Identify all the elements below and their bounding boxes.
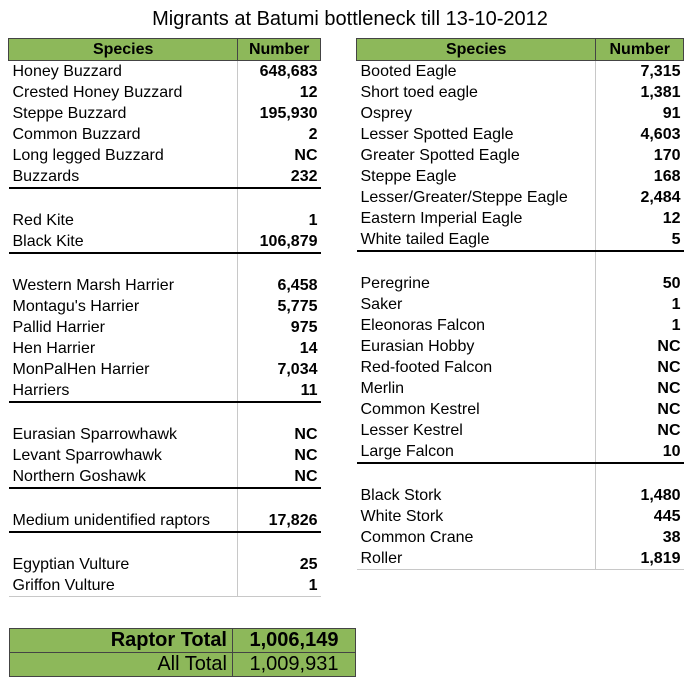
number-cell: 1 xyxy=(596,315,684,336)
species-cell: MonPalHen Harrier xyxy=(12,361,150,378)
species-cell: White tailed Eagle xyxy=(357,229,596,251)
table-row xyxy=(9,424,321,445)
number-cell: 5 xyxy=(596,229,684,251)
number-cell: 170 xyxy=(596,145,684,166)
number-cell: NC xyxy=(596,336,684,357)
number-cell: 7,034 xyxy=(238,359,321,380)
species-cell: Red-footed Falcon xyxy=(360,359,493,376)
number-cell: NC xyxy=(596,420,684,441)
table-row xyxy=(9,166,321,188)
number-header: Number xyxy=(238,39,321,61)
number-cell: 168 xyxy=(596,166,684,187)
table-row xyxy=(9,82,321,103)
number-cell: 232 xyxy=(238,166,321,188)
table-row xyxy=(357,315,684,336)
number-cell: 1 xyxy=(596,294,684,315)
species-cell: Greater Spotted Eagle xyxy=(360,147,520,164)
species-cell: Lesser/Greater/Steppe Eagle xyxy=(360,189,568,206)
number-cell: 10 xyxy=(596,441,684,463)
number-cell: 1,819 xyxy=(596,548,684,570)
number-cell xyxy=(238,253,321,275)
table-row xyxy=(357,485,684,506)
species-cell: Common Buzzard xyxy=(12,126,141,143)
number-cell: 12 xyxy=(238,82,321,103)
species-cell: Lesser Spotted Eagle xyxy=(360,126,514,143)
table-row xyxy=(9,103,321,124)
species-cell xyxy=(9,488,238,510)
table-row xyxy=(9,317,321,338)
number-cell: 648,683 xyxy=(238,61,321,83)
table-row xyxy=(357,124,684,145)
species-cell: Black Kite xyxy=(9,231,238,253)
table-row xyxy=(9,210,321,231)
all-total-row xyxy=(10,653,356,677)
species-cell: Black Stork xyxy=(360,487,442,504)
table-row xyxy=(9,231,321,253)
species-cell: Lesser Kestrel xyxy=(360,422,463,439)
table-row xyxy=(357,506,684,527)
table-row xyxy=(357,273,684,294)
table-row xyxy=(9,510,321,532)
table-row xyxy=(357,463,684,485)
species-cell xyxy=(9,532,238,554)
number-cell: NC xyxy=(596,399,684,420)
right-header-row xyxy=(357,39,684,61)
species-cell: Harriers xyxy=(9,380,238,402)
number-cell: 106,879 xyxy=(238,231,321,253)
table-row xyxy=(9,445,321,466)
table-row xyxy=(9,466,321,488)
number-header: Number xyxy=(596,39,684,61)
table-row xyxy=(9,402,321,424)
number-cell: 1,381 xyxy=(596,82,684,103)
species-cell: Eastern Imperial Eagle xyxy=(360,210,523,227)
species-cell: Steppe Buzzard xyxy=(12,105,127,122)
table-row xyxy=(357,145,684,166)
species-cell: Northern Goshawk xyxy=(9,466,238,488)
table-row xyxy=(9,296,321,317)
table-row xyxy=(357,336,684,357)
page-title: Migrants at Batumi bottleneck till 13-10-2012 xyxy=(152,8,548,30)
table-row xyxy=(9,275,321,296)
number-cell: NC xyxy=(238,145,321,166)
table-row xyxy=(357,187,684,208)
species-cell: White Stork xyxy=(360,508,444,525)
number-cell: 6,458 xyxy=(238,275,321,296)
table-row xyxy=(357,251,684,273)
number-cell: 1 xyxy=(238,575,321,597)
table-row xyxy=(9,253,321,275)
raptor-total-row xyxy=(10,629,356,653)
number-cell: 1 xyxy=(238,210,321,231)
species-cell: Steppe Eagle xyxy=(360,168,457,185)
table-row xyxy=(357,527,684,548)
species-cell: Red Kite xyxy=(12,212,74,229)
number-cell: 50 xyxy=(596,273,684,294)
table-row xyxy=(357,548,684,570)
number-cell: 25 xyxy=(238,554,321,575)
table-row xyxy=(357,103,684,124)
table-row xyxy=(9,380,321,402)
number-cell: NC xyxy=(238,466,321,488)
table-row xyxy=(9,488,321,510)
species-cell xyxy=(357,463,596,485)
species-cell: Levant Sparrowhawk xyxy=(12,447,162,464)
species-cell: Osprey xyxy=(360,105,413,122)
species-cell: Large Falcon xyxy=(357,441,596,463)
number-cell: 38 xyxy=(596,527,684,548)
species-cell xyxy=(9,188,238,210)
species-cell: Medium unidentified raptors xyxy=(9,510,238,532)
species-cell: Western Marsh Harrier xyxy=(12,277,175,294)
table-row xyxy=(9,188,321,210)
number-cell: NC xyxy=(596,378,684,399)
number-cell: 445 xyxy=(596,506,684,527)
table-row xyxy=(357,229,684,251)
species-cell: Montagu's Harrier xyxy=(12,298,140,315)
left-header-row xyxy=(9,39,321,61)
table-row xyxy=(357,357,684,378)
table-row xyxy=(9,532,321,554)
table-row xyxy=(357,378,684,399)
species-cell xyxy=(357,251,596,273)
table-row xyxy=(357,166,684,187)
species-cell: Eleonoras Falcon xyxy=(360,317,486,334)
number-cell: 17,826 xyxy=(238,510,321,532)
number-cell: 5,775 xyxy=(238,296,321,317)
species-cell: Peregrine xyxy=(360,275,430,292)
species-cell xyxy=(9,402,238,424)
all-total-label: All Total xyxy=(10,653,233,677)
table-row xyxy=(9,338,321,359)
species-cell: Pallid Harrier xyxy=(12,319,105,336)
number-cell: 4,603 xyxy=(596,124,684,145)
table-row xyxy=(357,399,684,420)
species-cell: Eurasian Sparrowhawk xyxy=(12,426,178,443)
number-cell: NC xyxy=(238,424,321,445)
left-species-table xyxy=(8,38,321,597)
number-cell xyxy=(238,532,321,554)
table-row xyxy=(357,82,684,103)
species-cell: Long legged Buzzard xyxy=(12,147,164,164)
number-cell: 2 xyxy=(238,124,321,145)
number-cell xyxy=(596,251,684,273)
species-cell: Honey Buzzard xyxy=(12,63,122,80)
table-row xyxy=(9,575,321,597)
table-row xyxy=(357,441,684,463)
species-cell: Common Kestrel xyxy=(360,401,480,418)
species-cell: Short toed eagle xyxy=(360,84,478,101)
all-total-value: 1,009,931 xyxy=(249,653,339,675)
species-header: Species xyxy=(357,39,596,61)
table-row xyxy=(357,294,684,315)
species-cell: Egyptian Vulture xyxy=(12,556,130,573)
species-cell: Crested Honey Buzzard xyxy=(12,84,183,101)
species-cell: Booted Eagle xyxy=(360,63,457,80)
number-cell: 975 xyxy=(238,317,321,338)
number-cell: 195,930 xyxy=(238,103,321,124)
table-row xyxy=(357,208,684,229)
number-cell: 14 xyxy=(238,338,321,359)
raptor-total-value: 1,006,149 xyxy=(233,629,356,653)
species-header: Species xyxy=(9,39,238,61)
raptor-total-label: Raptor Total xyxy=(10,629,233,653)
number-cell: 2,484 xyxy=(596,187,684,208)
number-cell: 12 xyxy=(596,208,684,229)
number-cell xyxy=(238,188,321,210)
table-row xyxy=(9,554,321,575)
number-cell: 7,315 xyxy=(596,61,684,83)
species-cell xyxy=(9,253,238,275)
table-row xyxy=(9,61,321,83)
number-cell xyxy=(238,402,321,424)
table-row xyxy=(9,359,321,380)
table-row xyxy=(9,124,321,145)
species-cell: Roller xyxy=(357,548,596,570)
species-cell: Hen Harrier xyxy=(12,340,96,357)
totals-box xyxy=(9,628,356,677)
species-cell: Common Crane xyxy=(360,529,474,546)
number-cell xyxy=(596,463,684,485)
number-cell: NC xyxy=(596,357,684,378)
table-row xyxy=(357,420,684,441)
right-species-table xyxy=(356,38,684,570)
number-cell: 11 xyxy=(238,380,321,402)
table-row xyxy=(357,61,684,83)
species-cell: Eurasian Hobby xyxy=(360,338,475,355)
number-cell: 91 xyxy=(596,103,684,124)
species-cell: Saker xyxy=(360,296,403,313)
species-cell: Buzzards xyxy=(9,166,238,188)
number-cell xyxy=(238,488,321,510)
number-cell: NC xyxy=(238,445,321,466)
species-cell: Griffon Vulture xyxy=(9,575,238,597)
table-row xyxy=(9,145,321,166)
species-cell: Merlin xyxy=(360,380,405,397)
number-cell: 1,480 xyxy=(596,485,684,506)
